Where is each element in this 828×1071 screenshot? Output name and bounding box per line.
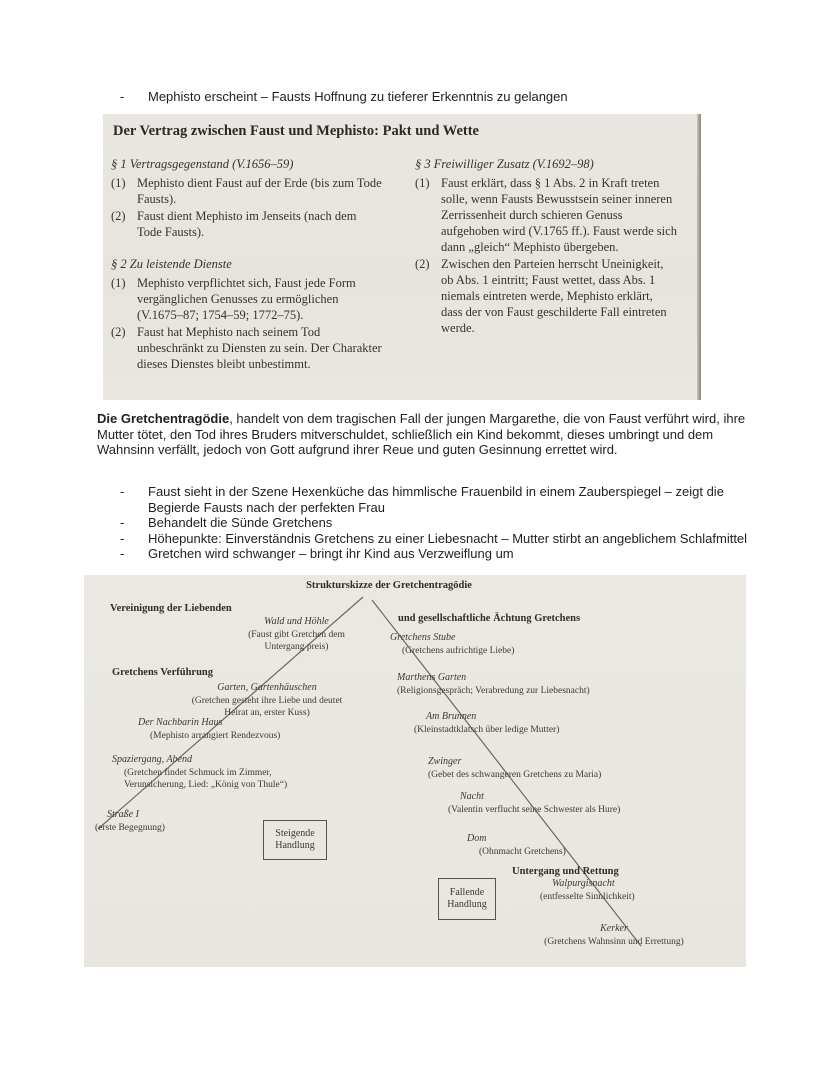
scene-note: (Kleinstadtklatsch über ledige Mutter) [414, 724, 560, 735]
scene-title: Garten, Gartenhäuschen [217, 682, 317, 693]
item-text: Mephisto verpflichtet sich, Faust jede Form vergänglichen Genusses zu ermöglichen (V.1675–87; 1754–59; 1772–75). [137, 276, 356, 322]
list-item-text: Gretchen wird schwanger – bringt ihr Kind aus Verzweiflung um [148, 546, 514, 561]
scene-title: Wald und Höhle [264, 616, 329, 627]
contract-item [415, 256, 677, 336]
list-item [120, 531, 748, 547]
item-text: Mephisto dient Faust auf der Erde (bis zum Tode Fausts). [137, 176, 382, 206]
scene-title: Gretchens Stube [390, 632, 456, 643]
item-number: (2) [111, 325, 126, 339]
structure-diagram-scan [84, 575, 746, 967]
list-item-text: Höhepunkte: Einverständnis Gretchens zu einer Liebesnacht – Mutter stirbt an angeblichem Schlafmittel [148, 530, 748, 546]
scene-node-marthens [397, 672, 632, 697]
item-text: Faust dient Mephisto im Jenseits (nach dem Tode Fausts). [137, 209, 357, 239]
diagram-heading-left-mid: Gretchens Verführung [112, 667, 214, 678]
scene-note: (Religionsgespräch; Verabredung zur Liebesnacht) [397, 685, 590, 696]
scene-node-walpurgis [540, 878, 700, 903]
item-number: (2) [111, 209, 126, 223]
scene-title: Nacht [460, 791, 484, 802]
scene-note: (erste Begegnung) [95, 822, 165, 833]
contract-item [111, 208, 383, 240]
scene-title: Am Brunnen [426, 711, 477, 722]
contract-item [111, 275, 383, 323]
scene-node-nacht [448, 791, 678, 816]
scene-title: Der Nachbarin Haus [138, 717, 223, 728]
bullet-dash: - [120, 546, 125, 561]
item-text: Faust erklärt, dass § 1 Abs. 2 in Kraft treten solle, wenn Fausts Bewusstsein seiner inneren Zerrissenheit durch schieren Genuss aufgehoben wird (V.1765 ff.). Faust werde sich dann „gleich“ Mephisto übergeben. [441, 176, 677, 254]
rising-action-box: Steigende Handlung [263, 820, 327, 860]
contract-columns [111, 156, 685, 373]
scene-note: (Gretchen gesteht ihre Liebe und deutet Heirat an, erster Kuss) [191, 695, 343, 718]
top-bullet-item [120, 89, 568, 104]
list-item [120, 546, 748, 562]
gretchen-lead-bold: Die Gretchentragödie [97, 411, 230, 426]
contract-title: Der Vertrag zwischen Faust und Mephisto: Pakt und Wette [113, 123, 479, 139]
section-1-heading: § 1 Vertragsgegenstand (V.1656–59) [111, 157, 294, 171]
scene-note: (Mephisto arrangiert Rendezvous) [150, 730, 281, 741]
item-number: (2) [415, 257, 430, 271]
bullet-dash: - [120, 530, 125, 546]
scene-note: (Gebet des schwangeren Gretchens zu Maria) [428, 769, 602, 780]
scene-node-strasse [95, 809, 205, 834]
diagram-heading-right-top: und gesellschaftliche Ächtung Gretchens [398, 613, 581, 624]
item-text: Zwischen den Parteien herrscht Uneinigkeit, ob Abs. 1 eintritt; Faust wettet, dass Abs. 1 niemals eintreten werde, Mephisto erklärt, dass der von Faust geschilderte Fall eintreten werde. [441, 257, 667, 335]
scene-node-kerker [539, 923, 689, 948]
top-bullet-text: Mephisto erscheint – Fausts Hoffnung zu tieferer Erkenntnis zu gelangen [148, 89, 568, 104]
item-text: Faust hat Mephisto nach seinem Tod unbeschränkt zu Diensten zu sein. Der Charakter dieses Dienstes bleibt unbestimmt. [137, 325, 382, 371]
scene-node-nachbarin [138, 717, 318, 742]
scene-note: (Faust gibt Gretchen dem Untergang preis) [248, 629, 345, 652]
item-number: (1) [111, 176, 126, 190]
scene-node-stube [390, 632, 540, 657]
list-item [120, 515, 748, 531]
scene-title: Walpurgisnacht [552, 878, 615, 889]
contract-left-column [111, 156, 383, 373]
scene-node-spaziergang [112, 754, 312, 792]
bullet-dash: - [120, 484, 125, 499]
scene-title: Straße I [107, 809, 139, 820]
contract-right-column [415, 156, 677, 373]
scene-note: (Gretchens aufrichtige Liebe) [402, 645, 515, 656]
scene-title: Dom [467, 833, 487, 844]
bullet-dash: - [120, 515, 125, 530]
list-item-text: Faust sieht in der Szene Hexenküche das himmlische Frauenbild in einem Zauberspiegel – zeigt die Begierde Fausts nach der perfekten Frau [148, 484, 724, 515]
section-3-heading: § 3 Freiwilliger Zusatz (V.1692–98) [415, 157, 594, 171]
item-number: (1) [111, 276, 126, 290]
list-item-text: Behandelt die Sünde Gretchens [148, 515, 333, 530]
gretchen-paragraph [97, 411, 759, 458]
scene-note: (Valentin verflucht seine Schwester als Hure) [448, 804, 621, 815]
scene-note: (entfesselte Sinnlichkeit) [540, 891, 635, 902]
gretchen-lead-rest: , handelt von dem tragischen Fall der jungen Margarethe, die von Faust verführt wird, ihre Mutter tötet, den Tod ihres Bruders mitverschuldet, schließlich ein Kind bekommt, dieses umbringt und dem Wahnsinn verfällt, jedoch von Gott aufgrund ihrer Reue und guten Gesinnung errettet wird. [97, 411, 746, 457]
scene-node-wald [229, 616, 364, 654]
diagram-heading-left-top: Vereinigung der Liebenden [110, 603, 232, 614]
contract-item [111, 324, 383, 372]
falling-action-box: Fallende Handlung [438, 878, 496, 920]
scene-note: (Gretchens Wahnsinn und Errettung) [544, 936, 684, 947]
contract-item [415, 175, 677, 255]
scene-note: (Ohnmacht Gretchens) [479, 846, 566, 857]
scene-node-garten [182, 682, 352, 720]
scene-title: Kerker [600, 923, 628, 934]
gretchen-bullet-list [120, 484, 748, 562]
bullet-dash: - [120, 89, 125, 104]
scene-title: Marthens Garten [397, 672, 467, 683]
item-number: (1) [415, 176, 430, 190]
scene-note: (Gretchen findet Schmuck im Zimmer, Verunsicherung, Lied: „König von Thule“) [124, 767, 288, 790]
scene-node-dom [467, 833, 607, 858]
diagram-title: Strukturskizze der Gretchentragödie [306, 580, 472, 591]
scene-title: Zwinger [428, 756, 462, 767]
scene-node-zwinger [428, 756, 658, 781]
diagram-heading-right-bottom: Untergang und Rettung [512, 866, 619, 877]
scene-title: Spaziergang, Abend [112, 754, 192, 765]
list-item [120, 484, 748, 515]
scene-node-brunnen [414, 711, 624, 736]
contract-scan-image [103, 114, 701, 400]
contract-item [111, 175, 383, 207]
section-2-heading: § 2 Zu leistende Dienste [111, 257, 232, 271]
